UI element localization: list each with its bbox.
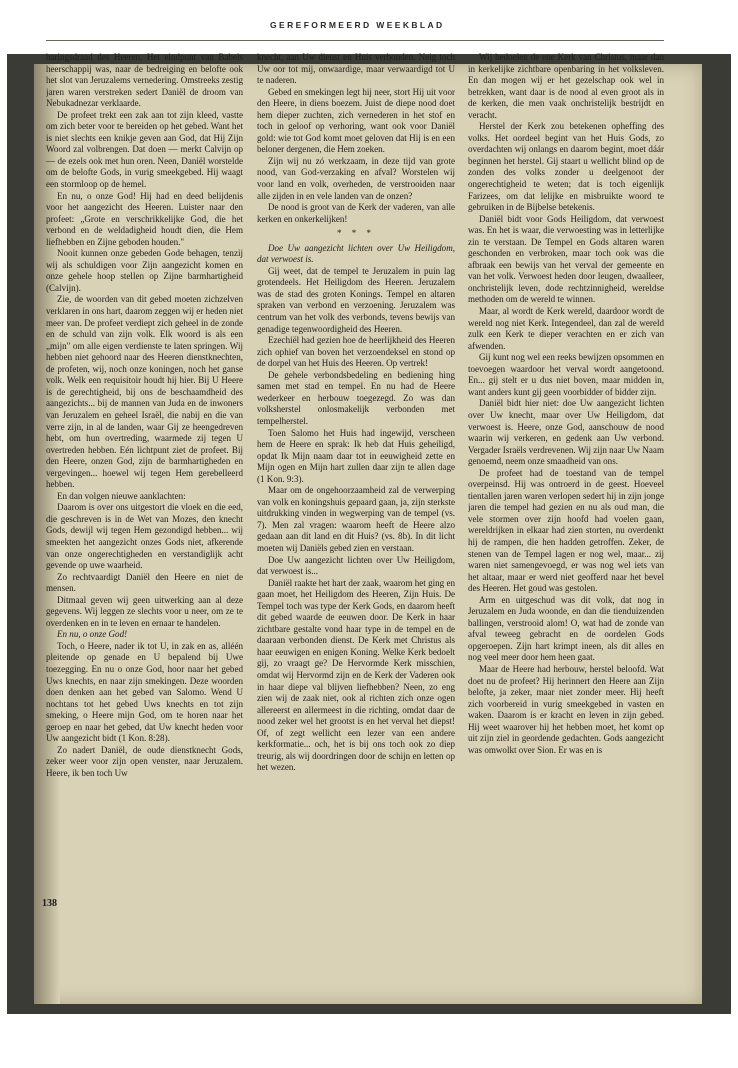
paragraph: Daniël raakte het hart der zaak, waarom het ging en gaan moet, het Heiligdom des Heeren, Zijn Huis. De Tempel toch was type der Kerk Gods, en daarom heeft dit gebed waarde de eeuwen door. De Kerk in haar zichtbare gestalte vond haar type in de tempel en de daaraan verbonden dienst. De Kerk met Christus als haar eeuwigen en enigen Koning. Welke Kerk bedoelt gij, zo vraagt ge? De Hervormde Kerk misschien, omdat wij Hervormd zijn en de Kerk der Vaderen ook in haar diepe val blijven liefhebben? Neen, zo eng zien wij de zaak niet, ook al richten zich onze ogen allereerst en allermeest in die richting, omdat daar de nood zeker wel het grootst is en het verval het diepst! Of, of zegt wellicht een lezer van een andere kerkformatie... och, het is bij ons toch ook zo diep treurig, als wij doordringen door de schijn en letten op het wezen.: [257, 577, 455, 773]
paragraph: Maar om de ongehoorzaamheid zal de verwerping van volk en koningshuis gepaard gaan, ja, zijn sterkste uitdrukking vinden in wegwerping van de tempel (vs. 7). Men zal vragen: waarom heeft de Heere alzo gedaan aan dit land en dit Huis? (vs. 8b). In dit licht moeten wij Daniëls gebed zien en verstaan.: [257, 485, 455, 553]
paragraph: Wij bedoelen de ene Kerk van Christus, maar dan in kerkelijke zichtbare openbaring in het volksleven. En dan mogen wij er het gezelschap ook wel in betrekken, want daar is de nood al even groot als in de kerken, die men vaak onchristelijk bestrijdt en veracht.: [468, 52, 664, 120]
paragraph: baringsdraad des Heeren. Het eindpunt van Babels heerschappij was, naar de bedreiging en belofte ook het slot van Jeruzalems vernedering. Omstreeks zestig jaren waren verstreken sedert Daniël de droom van Nebukadnezar verklaarde.: [46, 52, 243, 109]
paragraph: Ditmaal geven wij geen uitwerking aan al deze gegevens. Wij leggen ze slechts voor u neer, om ze te overdenken en in te leven en ernaar te handelen.: [46, 594, 243, 628]
paragraph: De gehele verbondsbedeling en bediening hing samen met stad en tempel. En nu had de Heere wederkeer en herbouw toegezegd. Zo was dan volksherstel onlosmakelijk verbonden met tempelherstel.: [257, 369, 455, 426]
paragraph: Gebed en smekingen legt hij neer, stort Hij uit voor den Heere, in diens boezem. Juist de diepe nood doet hem dieper zuchten, zich vernederen in het stof en toch in geloof op verhoring, want ook voor Daniël gold: wie tot God komt moet geloven dat Hij is en een beloner dergenen, die Hem zoeken.: [257, 86, 455, 155]
paragraph: Zo rechtvaardigt Daniël den Heere en niet de mensen.: [46, 571, 243, 594]
paragraph: Daniël bidt voor Gods Heiligdom, dat verwoest was. En het is waar, die verwoesting was in letterlijke zin te verstaan. De Tempel en Gods altaren waren geschonden en verbroken, maar toch ook was die afbraak een bewijs van het verval der gemeente en van het volk. Verwoest heden door leugen, dwaalleer, onchristelijk leven, dode rechtzinnigheid, wereldse methoden om de wereld te winnen.: [468, 213, 664, 305]
section-heading: Doe Uw aangezicht lichten over Uw Heiligdom, dat verwoest is.: [257, 242, 455, 265]
paragraph: Maar, al wordt de Kerk wereld, daardoor wordt de wereld nog niet Kerk. Integendeel, dan zal de wereld zulk een Kerk te dieper verachten en er zich van afwenden.: [468, 306, 664, 351]
paragraph: Herstel der Kerk zou betekenen opheffing des volks. Het oordeel begint van het Huis Gods, zo overdachten wij onlangs en daarom begint, moet dáár beginnen het herstel. Gij staart u wellicht blind op de zonden des volks zonder u deelgenoot der ongerechtigheid te weten; dat is toch eigenlijk Farizees, om dat lelijke en misbruikte woord te gebruiken in de Bijbelse betekenis.: [468, 121, 664, 213]
paragraph: Zie, de woorden van dit gebed moeten zichzelven verklaren in ons hart, daarom zeggen wij er heden niet meer van. De profeet verdiept zich geheel in de zonde en de schuld van zijn volk. Elk woord is als een „mijn" om alle eigen verdienste te laten springen. Wij hebben niet gehoord naar des Heeren dienstknechten, de profeten, wij, noch onze koningen, noch het ganse volk. Welk een requisitoir houdt hij hier. Bij U Heere is de gerechtigheid, bij ons de beschaamdheid des aangezichts... bij de mannen van Juda en de inwoners van Jeruzalem en geheel Israël, die nabij en die van verre zijn, in al de landen, waar Gij ze heengedreven hebt, om hun overtreding, waarmede zij tegen U overtreden hebben. Eén lichtpunt ziet de profeet. Bij den Heere, onzen God, zijn de barmhartigheden en vergevingen... hoewel wij tegen Hem gerebelleerd hebben.: [46, 294, 243, 490]
paragraph: Ezechiël had gezien hoe de heerlijkheid des Heeren zich ophief van boven het verzoendeksel en stond op de dorpel van het Huis des Heeren. Op vertrek!: [257, 335, 455, 369]
paragraph: knecht, aan Uw dienst en Huis verbonden. Neig toch Uw oor tot mij, onwaardige, maar verwaardigd tot U te naderen.: [257, 52, 455, 86]
page-number: 138: [42, 898, 57, 909]
paragraph: Maar de Heere had herbouw, herstel beloofd. Wat doet nu de profeet? Hij herinnert den Heere aan Zijn belofte, ja zeker, maar niet zonder meer. Hij heeft zich voorbereid in vurig smeekgebed in vasten en waken. Daarom is er kracht en leven in zijn gebed. Hij weet waarover hij het hebben moet, het komt op uit zijn ziel in geordende gedachten. Gods aangezicht was omwolkt over Sion. Er was en is: [468, 663, 664, 755]
paragraph: Doe Uw aangezicht lichten over Uw Heiligdom, dat verwoest is...: [257, 554, 455, 577]
running-header: GEREFORMEERD WEEKBLAD: [270, 20, 445, 30]
section-divider: * * *: [336, 228, 376, 239]
paragraph: De profeet had de toestand van de tempel overpeinsd. Hij was ontroerd in de geest. Hoeveel tientallen jaren waren verlopen sedert hij in zijn jonge jaren die tempel had gezien en nu als oud man, die vele stormen over zijn hoofd had voelen gaan, wereldrijken in elkaar had zien storten, nu overdenkt hij de rampen, die hen hadden getroffen. Zeker, de stenen van de Tempel lagen er nog wel, maar... zij waren niet samengevoegd, er was nog wel iets van het altaar, maar er werd niet geofferd naar het bevel des Heeren. Het goud was gestolen.: [468, 467, 664, 594]
paragraph: Gij kunt nog wel een reeks bewijzen opsommen en toevoegen waardoor het verval wordt aangetoond. En... gij stelt er u dus niet boven, maar midden in, want anders kunt gij geen voorbidder of bidder zijn.: [468, 352, 664, 397]
paragraph: En nu, o onze God!: [57, 629, 128, 640]
text-column-1: [46, 52, 243, 892]
paragraph: Toen Salomo het Huis had ingewijd, verscheen hem de Heere en sprak: Ik heb dat Huis geheiligd, opdat Ik Mijn naam daar tot in eeuwigheid zette en Mijn ogen en Mijn hart zullen daar zijn te allen dage (1 Kon. 9:3).: [257, 427, 455, 484]
paragraph: Zo nadert Daniël, de oude dienstknecht Gods, zeker weer voor zijn open venster, naar Jeruzalem. Heere, ik ben toch Uw: [46, 744, 243, 778]
paragraph: Arm en uitgeschud was dit volk, dat nog in Jeruzalem en Juda woonde, en dan die tienduizenden ballingen, verstrooid alom! O, wat had de zonde van afval teweeg gebracht en de oordelen Gods opgeroepen. Zijn hart krimpt ineen, als dit alles en nog veel meer door hem heen gaat.: [468, 594, 664, 663]
paragraph: En dan volgen nieuwe aanklachten:: [57, 490, 186, 501]
paragraph: Toch, o Heere, nader ik tot U, in zak en as, alléén pleitende op genade en U bepalend bij Uwe toezegging. En nu o onze God, hoor naar het gebed Uws knechts, en naar zijn smekingen. Deze woorden doen denken aan het gebed van Salomo. Wend U nochtans tot het gebed Uws knechts en tot zijn smeking, o Heere mijn God, om te horen naar het geroep en naar het gebed, dat Uw knecht heden voor Uw aangezicht bidt (1 Kon. 8:28).: [46, 640, 243, 744]
paragraph: De nood is groot van de Kerk der vaderen, van alle kerken en onkerkelijken!: [257, 202, 455, 224]
paragraph: Nooit kunnen onze gebeden Gode behagen, tenzij wij als schuldigen voor Zijn aangezicht komen en onze gehele hoop stellen op Zijne barmhartigheid (Calvijn).: [46, 248, 243, 293]
paragraph: Daarom is over ons uitgestort die vloek en die eed, die geschreven is in de Wet van Mozes, den knecht Gods, dewijl wij tegen Hem gezondigd hebben... wij smeekten het aangezicht onzes Gods niet, afkerende van onze ongerechtigheden en verstandiglijk acht gevende op uwe waarheid.: [46, 502, 243, 571]
text-column-2: [257, 52, 455, 892]
paragraph: Zijn wij nu zó werkzaam, in deze tijd van grote nood, van God-verzaking en afval? Worstelen wij voor land en volk, overheden, de verstrooiden naar alle zijden in en vele landen van de onzen?: [257, 155, 455, 201]
paragraph: En nu, o onze God! Hij had en deed belijdenis voor het aangezicht des Heeren. Luister naar den profeet: „Grote en verschrikkelijke God, die het verbond en de weldadigheid houdt dien, die Hem liefhebben en Zijne geboden houden.": [46, 190, 243, 247]
paragraph: Daniël bidt hier niet: doe Uw aangezicht lichten over Uw knecht, maar over Uw Heiligdom, dat verwoest is. Heere, onze God, aanschouw de nood waarin wij verkeren, en gedenk aan Uw verbond. Vergader Israëls verdrevenen. Wij zijn naar Uw Naam genoemd, neem onze smaadheid van ons.: [468, 398, 664, 467]
paragraph: Gij weet, dat de tempel te Jeruzalem in puin lag grotendeels. Het Heiligdom des Heeren. Jeruzalem was de stad des groten Konings. Tempel en altaren spraken van verbond en verzoening. Jeruzalem was centrum van het volk des verbonds, tevens bewijs van genadige tegenwoordigheid des Heeren.: [257, 265, 455, 334]
header-rule: [46, 40, 664, 41]
text-column-3: [468, 52, 664, 892]
paragraph: De profeet trekt een zak aan tot zijn kleed, vastte om zich beter voor te bereiden op het gebed. Want het is niet slechts een knikje geven aan God, dat Hij Zijn Woord zal volbrengen. Dat doen — merkt Calvijn op — de ezels ook met hun oren. Neen, Daniël worstelde om de belofte Gods, in vurig smeekgebed. Hij waagt een stormloop op de hemel.: [46, 109, 243, 190]
